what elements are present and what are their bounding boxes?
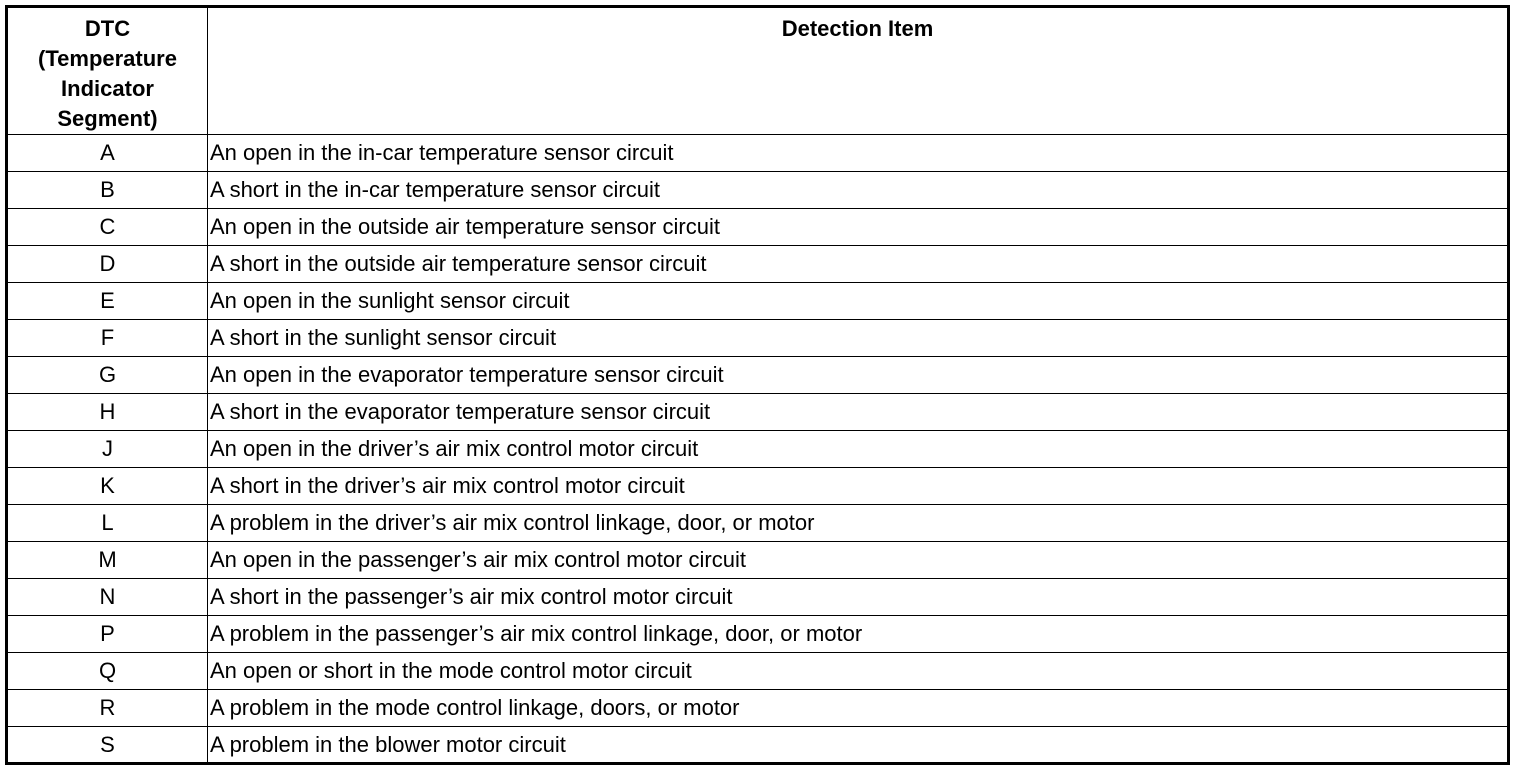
dtc-code-cell: G: [7, 357, 208, 394]
table-row: [7, 394, 1509, 431]
table-row: [7, 616, 1509, 653]
detection-item-cell: An open in the outside air temperature sensor circuit: [208, 209, 1509, 246]
dtc-code-cell: E: [7, 283, 208, 320]
detection-item-cell: A problem in the driver’s air mix control linkage, door, or motor: [208, 505, 1509, 542]
detection-item-cell: An open or short in the mode control motor circuit: [208, 653, 1509, 690]
dtc-code-cell: P: [7, 616, 208, 653]
table-row: [7, 246, 1509, 283]
table-body: [7, 135, 1509, 764]
detection-item-cell: An open in the passenger’s air mix control motor circuit: [208, 542, 1509, 579]
detection-item-cell: A problem in the passenger’s air mix control linkage, door, or motor: [208, 616, 1509, 653]
detection-item-cell: An open in the evaporator temperature sensor circuit: [208, 357, 1509, 394]
table-row: [7, 727, 1509, 764]
dtc-code-cell: H: [7, 394, 208, 431]
detection-item-cell: An open in the in-car temperature sensor circuit: [208, 135, 1509, 172]
detection-item-cell: A short in the sunlight sensor circuit: [208, 320, 1509, 357]
table-row: [7, 320, 1509, 357]
table-row: [7, 357, 1509, 394]
dtc-code-cell: D: [7, 246, 208, 283]
dtc-code-cell: C: [7, 209, 208, 246]
table-row: [7, 542, 1509, 579]
table-row: [7, 209, 1509, 246]
table-row: [7, 579, 1509, 616]
detection-item-cell: A short in the in-car temperature sensor circuit: [208, 172, 1509, 209]
header-dtc: DTC (Temperature Indicator Segment): [7, 7, 208, 135]
dtc-code-cell: F: [7, 320, 208, 357]
dtc-code-cell: S: [7, 727, 208, 764]
table-row: [7, 468, 1509, 505]
dtc-code-cell: J: [7, 431, 208, 468]
detection-item-cell: A problem in the blower motor circuit: [208, 727, 1509, 764]
dtc-code-cell: B: [7, 172, 208, 209]
table-row: [7, 135, 1509, 172]
table-row: [7, 431, 1509, 468]
dtc-code-cell: A: [7, 135, 208, 172]
table-row: [7, 172, 1509, 209]
detection-item-cell: An open in the driver’s air mix control motor circuit: [208, 431, 1509, 468]
table-row: [7, 283, 1509, 320]
detection-item-cell: A short in the evaporator temperature sensor circuit: [208, 394, 1509, 431]
dtc-code-cell: Q: [7, 653, 208, 690]
detection-item-cell: A short in the passenger’s air mix control motor circuit: [208, 579, 1509, 616]
dtc-code-cell: R: [7, 690, 208, 727]
detection-item-cell: A short in the driver’s air mix control motor circuit: [208, 468, 1509, 505]
detection-item-cell: A short in the outside air temperature sensor circuit: [208, 246, 1509, 283]
table-row: [7, 653, 1509, 690]
table-row: [7, 690, 1509, 727]
header-detection-item: Detection Item: [208, 7, 1509, 135]
dtc-code-cell: N: [7, 579, 208, 616]
dtc-code-cell: L: [7, 505, 208, 542]
detection-item-cell: A problem in the mode control linkage, doors, or motor: [208, 690, 1509, 727]
dtc-table: [5, 5, 1510, 765]
dtc-code-cell: K: [7, 468, 208, 505]
detection-item-cell: An open in the sunlight sensor circuit: [208, 283, 1509, 320]
dtc-code-cell: M: [7, 542, 208, 579]
table-row: [7, 505, 1509, 542]
table-header-row: [7, 7, 1509, 135]
